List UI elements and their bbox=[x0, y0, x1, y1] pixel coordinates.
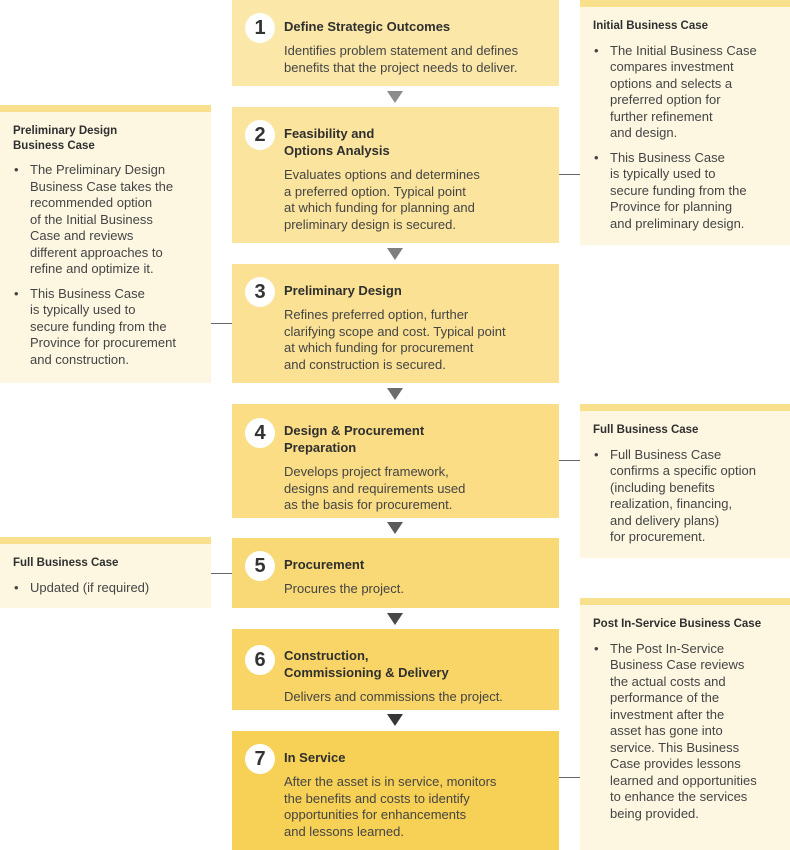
stage-6-title: Construction, Commissioning & Delivery bbox=[284, 648, 449, 680]
bullet-item: • The Initial Business Case compares investment options and selects a preferred option for further refinement and design. bbox=[593, 43, 778, 142]
stage-7-title: In Service bbox=[284, 750, 346, 765]
stage-5-title: Procurement bbox=[284, 557, 365, 572]
connector-full-business-case-update bbox=[211, 573, 232, 574]
preliminary-design-business-case-title: Preliminary Design Business Case bbox=[13, 125, 118, 152]
connector-post-in-service-business-case bbox=[559, 777, 580, 778]
bullet-item: • Full Business Case confirms a specific option (including benefits realization, financing, and delivery plans) for procurement. bbox=[593, 447, 778, 546]
stage-6-description: Delivers and commissions the project. bbox=[284, 689, 503, 704]
full-business-case-update-bullets bbox=[13, 580, 199, 597]
stage-3-number: 3 bbox=[245, 277, 275, 307]
full-business-case-title: Full Business Case bbox=[593, 424, 699, 436]
stage-5-number: 5 bbox=[245, 551, 275, 581]
stage-5 bbox=[232, 538, 559, 608]
arrow-5-to-6 bbox=[387, 613, 403, 625]
stage-1-description: Identifies problem statement and defines benefits that the project needs to deliver. bbox=[284, 43, 519, 75]
full-business-case-update-title: Full Business Case bbox=[13, 557, 119, 569]
stage-6 bbox=[232, 629, 559, 710]
arrow-2-to-3 bbox=[387, 248, 403, 260]
bullet-item: • This Business Case is typically used to secure funding from the Province for planning and preliminary design. bbox=[593, 150, 778, 233]
connector-initial-business-case bbox=[559, 174, 580, 175]
stage-1-title: Define Strategic Outcomes bbox=[284, 19, 451, 34]
full-business-case-box bbox=[580, 404, 790, 558]
stage-4 bbox=[232, 404, 559, 518]
preliminary-design-business-case-box bbox=[0, 105, 211, 383]
bullet-item: • The Post In-Service Business Case reviews the actual costs and performance of the investment after the asset has gone into service. This Business Case provides lessons learned and opportunities to enhance the services being provided. bbox=[593, 641, 778, 823]
stage-3 bbox=[232, 264, 559, 383]
arrow-1-to-2 bbox=[387, 91, 403, 103]
post-in-service-business-case-box bbox=[580, 598, 790, 850]
stage-4-title: Design & Procurement Preparation bbox=[284, 423, 425, 455]
preliminary-design-business-case-bullets bbox=[13, 162, 199, 368]
stage-3-title: Preliminary Design bbox=[284, 283, 402, 298]
bullet-item: • This Business Case is typically used to secure funding from the Province for procurement and construction. bbox=[13, 286, 199, 369]
full-business-case-update-box bbox=[0, 537, 211, 608]
stage-2 bbox=[232, 107, 559, 243]
stage-3-description: Refines preferred option, further clarifying scope and cost. Typical point at which funding for procurement and construction is secured. bbox=[284, 307, 506, 372]
stage-7-number: 7 bbox=[245, 744, 275, 774]
post-in-service-business-case-title: Post In-Service Business Case bbox=[593, 618, 762, 630]
initial-business-case-title: Initial Business Case bbox=[593, 20, 709, 32]
stage-1-number: 1 bbox=[245, 13, 275, 43]
stage-6-number: 6 bbox=[245, 645, 275, 675]
stage-1 bbox=[232, 0, 559, 86]
stage-4-number: 4 bbox=[245, 418, 275, 448]
full-business-case-bullets bbox=[593, 447, 778, 546]
arrow-4-to-5 bbox=[387, 522, 403, 534]
arrow-3-to-4 bbox=[387, 388, 403, 400]
initial-business-case-bullets bbox=[593, 43, 778, 233]
arrow-6-to-7 bbox=[387, 714, 403, 726]
stage-5-description: Procures the project. bbox=[284, 581, 404, 596]
stage-4-description: Develops project framework, designs and requirements used as the basis for procurement. bbox=[284, 464, 466, 512]
bullet-item: • The Preliminary Design Business Case takes the recommended option of the Initial Business Case and reviews different approaches to refine and optimize it. bbox=[13, 162, 199, 278]
stage-2-description: Evaluates options and determines a preferred option. Typical point at which funding for planning and preliminary design is secured. bbox=[284, 167, 480, 232]
post-in-service-business-case-bullets bbox=[593, 641, 778, 823]
stage-2-number: 2 bbox=[245, 120, 275, 150]
initial-business-case-box bbox=[580, 0, 790, 245]
connector-full-business-case bbox=[559, 460, 580, 461]
stage-7-description: After the asset is in service, monitors the benefits and costs to identify opportunities for enhancements and lessons learned. bbox=[284, 774, 497, 839]
bullet-item: • Updated (if required) bbox=[13, 580, 199, 597]
stage-2-title: Feasibility and Options Analysis bbox=[284, 126, 390, 158]
connector-preliminary-design-business-case bbox=[211, 323, 232, 324]
stage-7 bbox=[232, 731, 559, 850]
